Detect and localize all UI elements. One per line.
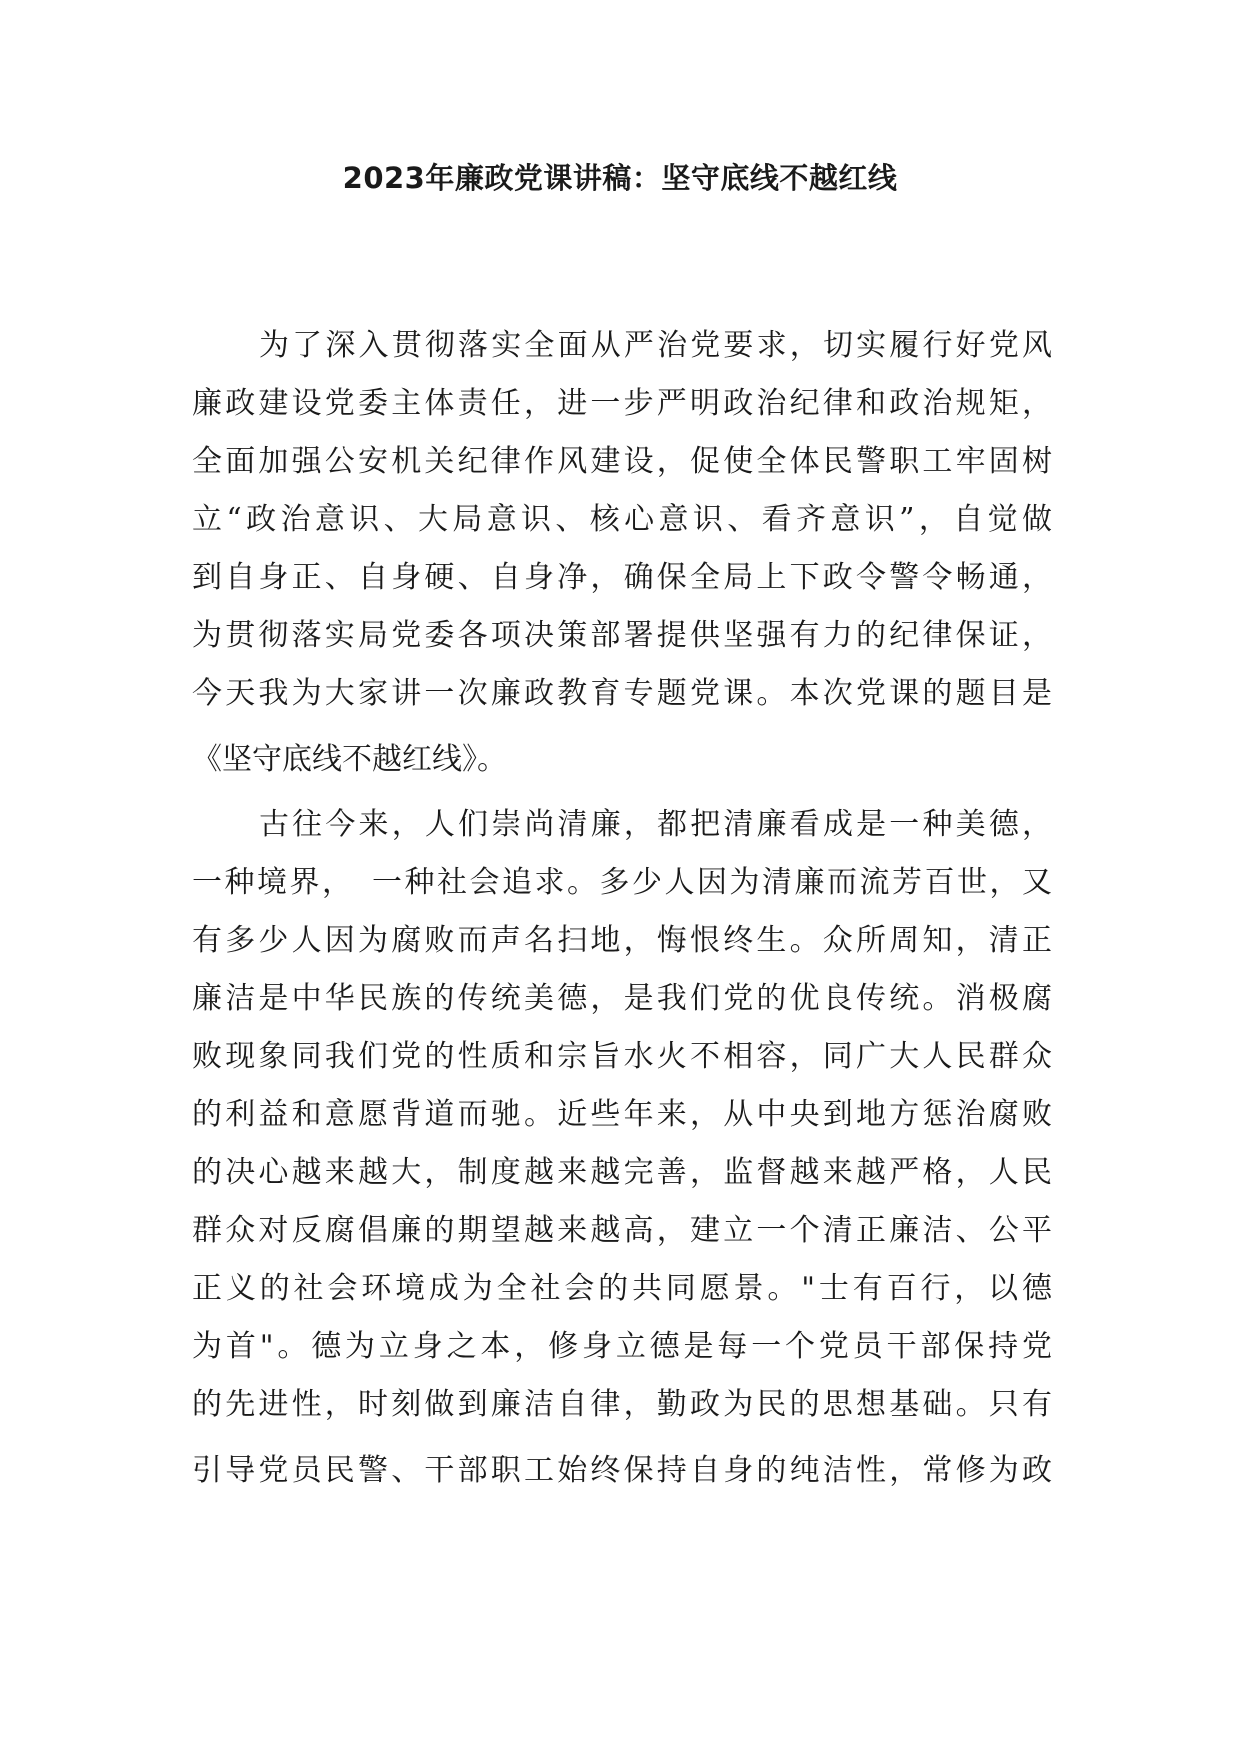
paragraph-1-line: 全面加强公安机关纪律作风建设，促使全体民警职工牢固树 [192, 444, 1052, 479]
paragraph-2-line: 古往今来，人们崇尚清廉，都把清廉看成是一种美德， [259, 807, 1052, 842]
paragraph-2-line: 引导党员民警、干部职工始终保持自身的纯洁性，常修为政 [192, 1453, 1052, 1488]
paragraph-2-line: 廉洁是中华民族的传统美德，是我们党的优良传统。消极腐 [192, 981, 1052, 1016]
paragraph-2-line: 有多少人因为腐败而声名扫地，悔恨终生。众所周知，清正 [192, 923, 1052, 958]
paragraph-2-line: 败现象同我们党的性质和宗旨水火不相容，同广大人民群众 [192, 1039, 1052, 1074]
paragraph-1-line: 今天我为大家讲一次廉政教育专题党课。本次党课的题目是 [192, 676, 1052, 711]
paragraph-2-line: 一种境界， 一种社会追求。多少人因为清廉而流芳百世，又 [192, 865, 1052, 900]
paragraph-1-line: 到自身正、自身硬、自身净，确保全局上下政令警令畅通， [192, 560, 1052, 595]
paragraph-1-line: 为贯彻落实局党委各项决策部署提供坚强有力的纪律保证， [192, 618, 1052, 653]
paragraph-1-line: 《坚守底线不越红线》。 [192, 742, 507, 777]
paragraph-2-line: 的先进性，时刻做到廉洁自律，勤政为民的思想基础。只有 [192, 1387, 1052, 1422]
paragraph-1-line: 为了深入贯彻落实全面从严治党要求，切实履行好党风 [259, 328, 1052, 363]
paragraph-2-line: 为首"。德为立身之本，修身立德是每一个党员干部保持党 [192, 1329, 1052, 1364]
document-title: 2023年廉政党课讲稿：坚守底线不越红线 [342, 161, 898, 195]
paragraph-2-line: 的利益和意愿背道而驰。近些年来，从中央到地方惩治腐败 [192, 1097, 1052, 1132]
paragraph-1-line: 廉政建设党委主体责任，进一步严明政治纪律和政治规矩， [192, 386, 1052, 421]
paragraph-1-line: 立“政治意识、大局意识、核心意识、看齐意识”，自觉做 [192, 502, 1052, 537]
paragraph-2-line: 正义的社会环境成为全社会的共同愿景。"士有百行，以德 [192, 1271, 1052, 1306]
paragraph-2-line: 的决心越来越大，制度越来越完善，监督越来越严格，人民 [192, 1155, 1052, 1190]
paragraph-2-line: 群众对反腐倡廉的期望越来越高，建立一个清正廉洁、公平 [192, 1213, 1052, 1248]
